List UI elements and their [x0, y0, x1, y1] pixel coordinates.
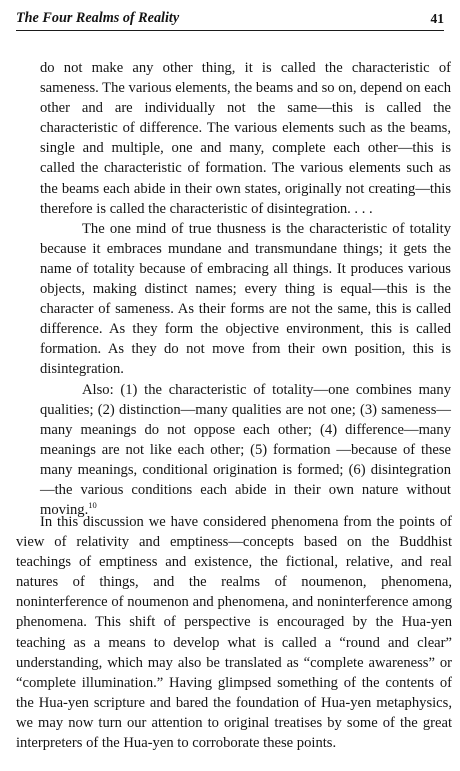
quote-paragraph-3	[40, 380, 451, 521]
body-text	[16, 512, 452, 753]
block-quotation	[40, 58, 451, 520]
footnote-reference: 10	[88, 500, 97, 511]
page-number: 41	[430, 11, 444, 26]
body-paragraph: In this discussion we have considered phenomena from the points of view of relativity and emptiness—concepts based on the Buddhist teachings of emptiness and existence, the fictional, relative, and real natures of things, and the realms of noumenon, phenomena, noninterference of noumenon and phenomena, and noninterference among phenomena. This shift of perspective is encouraged by the Hua-yen teaching as a means to develop what is called a “round and clear” understanding, which may also be translated as “complete awareness” or “complete illumination.” Having glimpsed something of the contents of the Hua-yen scripture and bared the foundation of Hua-yen metaphysics, we may now turn our attention to original treatises by some of the great interpreters of the Hua-yen to corroborate these points.	[16, 514, 452, 752]
quote-paragraph-3-text: Also: (1) the characteristic of totality—one combines many qualities; (2) distinction—many qualities are not one; (3) sameness—many meanings do not oppose each other; (4) difference—many meanings are not like each other; (5) formation —because of these many meanings, conditional origination is formed; (6) disintegration—the various conditions each abide in their own nature without moving.	[40, 381, 451, 519]
quote-paragraph-1: do not make any other thing, it is called the characteristic of sameness. The various elements, the beams and so on, depend on each other and are individually not the same—this is called the characteristic of difference. The various elements such as the beams, single and multiple, one and many, complete each other—this is called the characteristic of formation. The various elements such as the beams each abide in their own states, originally not creating—this therefore is called the characteristic of disintegration. . . .	[40, 60, 451, 217]
running-title: The Four Realms of Reality	[16, 10, 180, 26]
quote-paragraph-2: The one mind of true thusness is the characteristic of totality because it embraces mundane and transmundane things; it gets the name of totality because of embracing all things. It produces various objects, making distinct names; every thing is equal—this is the character of sameness. As their forms are not the same, this is called difference. As they form the objective environment, this is called formation. As they do not move from their own position, this is disintegration.	[40, 220, 451, 378]
running-head	[16, 8, 444, 31]
